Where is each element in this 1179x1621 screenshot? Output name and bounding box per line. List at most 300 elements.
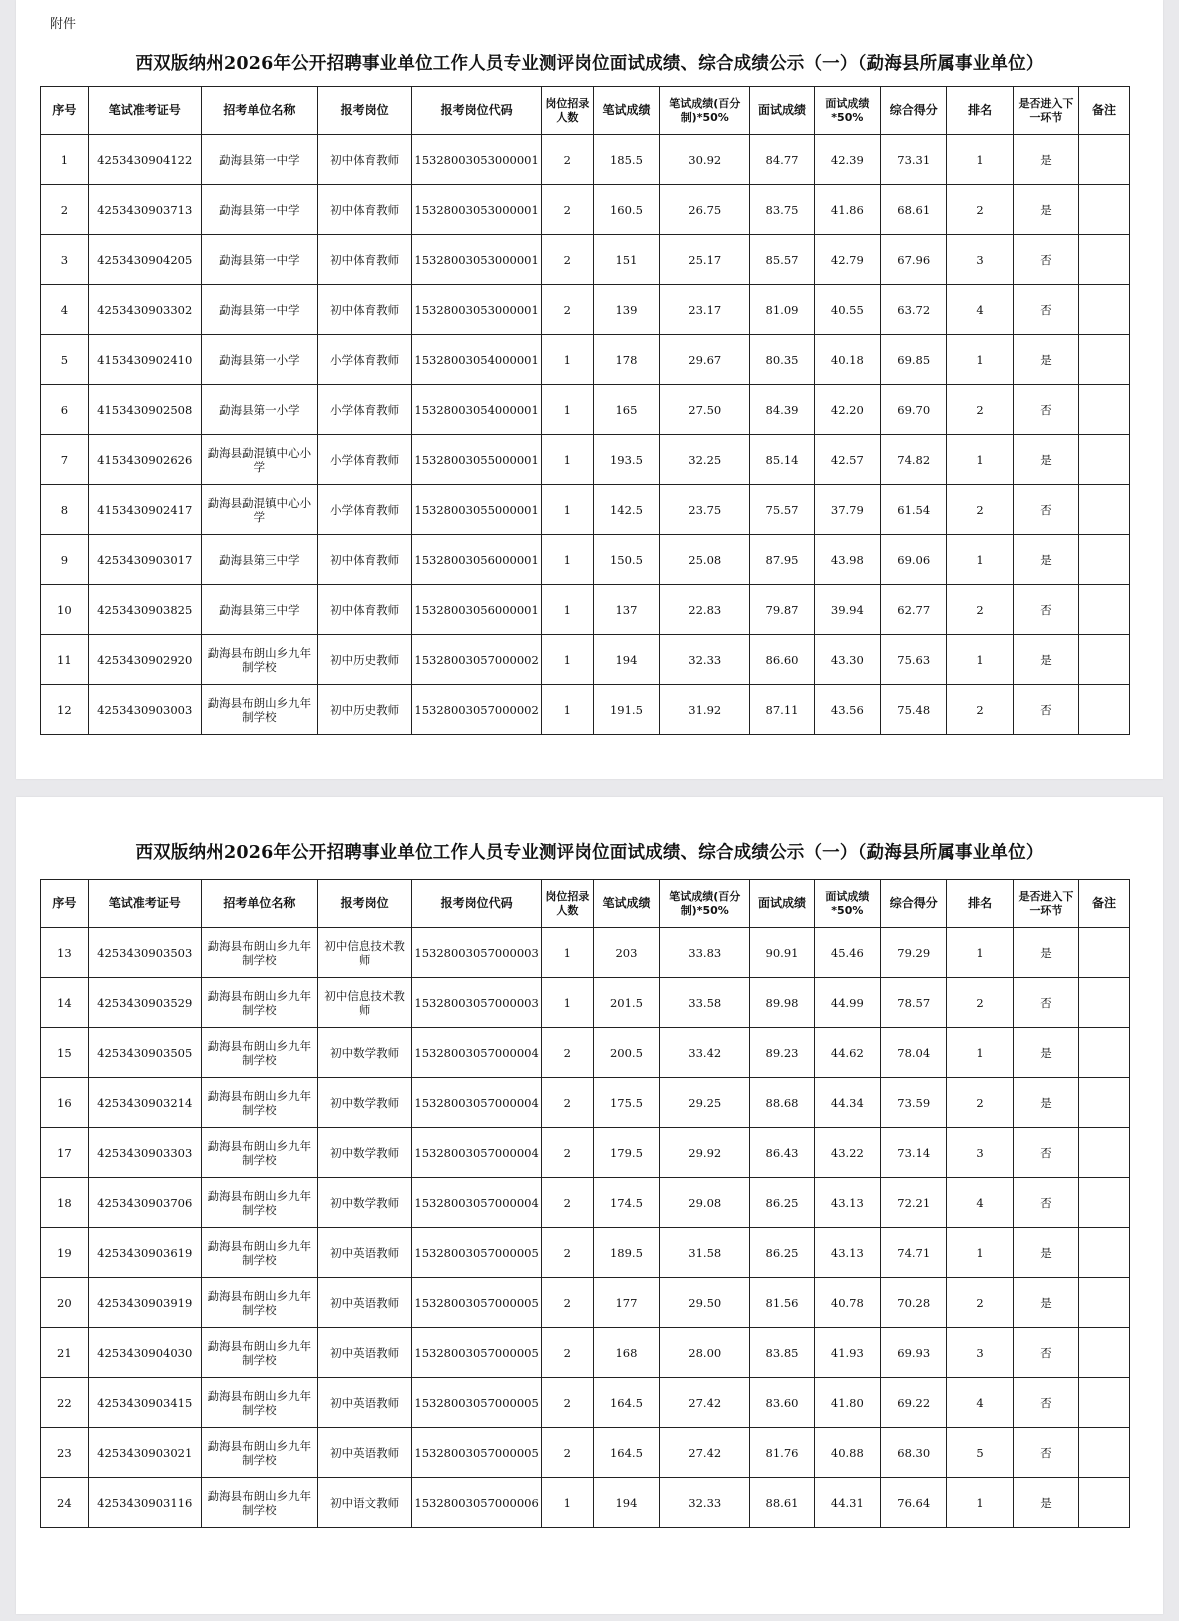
- cell-total: 76.64: [881, 1478, 947, 1528]
- cell-total: 73.14: [881, 1128, 947, 1178]
- cell-rank: 4: [947, 285, 1013, 335]
- cell-exam-no: 4253430903529: [88, 978, 201, 1028]
- column-header-seq: 序号: [41, 87, 89, 135]
- cell-exam-no: 4253430903505: [88, 1028, 201, 1078]
- cell-interview: 83.85: [750, 1328, 814, 1378]
- cell-rank: 2: [947, 1078, 1013, 1128]
- cell-remark: [1079, 1128, 1130, 1178]
- cell-quota: 2: [541, 1228, 593, 1278]
- cell-seq: 1: [41, 135, 89, 185]
- cell-interview: 86.25: [750, 1228, 814, 1278]
- cell-interview: 85.57: [750, 235, 814, 285]
- cell-quota: 2: [541, 1178, 593, 1228]
- column-header-interview: 面试成绩: [750, 880, 814, 928]
- cell-exam-no: 4253430903619: [88, 1228, 201, 1278]
- cell-quota: 1: [541, 485, 593, 535]
- cell-interview: 86.25: [750, 1178, 814, 1228]
- column-header-rank: 排名: [947, 880, 1013, 928]
- cell-exam-no: 4253430904030: [88, 1328, 201, 1378]
- cell-post-code: 15328003057000005: [412, 1278, 542, 1328]
- cell-exam-no: 4253430903003: [88, 685, 201, 735]
- document-title: 西双版纳州2026年公开招聘事业单位工作人员专业测评岗位面试成绩、综合成绩公示（一）（勐海县所属事业单位）: [135, 843, 1044, 863]
- cell-unit: 勐海县布朗山乡九年制学校: [201, 685, 317, 735]
- column-header-next: 是否进入下一环节: [1013, 87, 1078, 135]
- cell-unit: 勐海县布朗山乡九年制学校: [201, 1128, 317, 1178]
- cell-seq: 10: [41, 585, 89, 635]
- cell-post-code: 15328003053000001: [412, 135, 542, 185]
- cell-written: 189.5: [593, 1228, 659, 1278]
- cell-unit: 勐海县布朗山乡九年制学校: [201, 1178, 317, 1228]
- cell-unit: 勐海县布朗山乡九年制学校: [201, 1078, 317, 1128]
- table-row: [41, 185, 1130, 235]
- cell-rank: 2: [947, 485, 1013, 535]
- cell-rank: 2: [947, 1278, 1013, 1328]
- cell-post: 初中信息技术教师: [317, 928, 411, 978]
- cell-written: 191.5: [593, 685, 659, 735]
- cell-interview-pct: 41.86: [814, 185, 880, 235]
- cell-unit: 勐海县布朗山乡九年制学校: [201, 978, 317, 1028]
- cell-written-pct: 27.42: [660, 1428, 750, 1478]
- cell-total: 73.59: [881, 1078, 947, 1128]
- cell-written-pct: 27.42: [660, 1378, 750, 1428]
- column-header-quota: 岗位招录人数: [541, 880, 593, 928]
- cell-next: 是: [1013, 535, 1078, 585]
- cell-quota: 1: [541, 435, 593, 485]
- table-row: [41, 235, 1130, 285]
- cell-next: 是: [1013, 635, 1078, 685]
- cell-written: 175.5: [593, 1078, 659, 1128]
- cell-written: 177: [593, 1278, 659, 1328]
- results-table: [40, 879, 1130, 1528]
- cell-total: 69.70: [881, 385, 947, 435]
- cell-interview: 81.76: [750, 1428, 814, 1478]
- cell-next: 是: [1013, 135, 1078, 185]
- cell-remark: [1079, 185, 1130, 235]
- cell-total: 61.54: [881, 485, 947, 535]
- cell-exam-no: 4253430903919: [88, 1278, 201, 1328]
- cell-written: 164.5: [593, 1378, 659, 1428]
- cell-written: 179.5: [593, 1128, 659, 1178]
- table-row: [41, 285, 1130, 335]
- cell-remark: [1079, 435, 1130, 485]
- cell-interview: 89.23: [750, 1028, 814, 1078]
- cell-rank: 2: [947, 185, 1013, 235]
- cell-exam-no: 4253430903503: [88, 928, 201, 978]
- cell-total: 78.57: [881, 978, 947, 1028]
- cell-rank: 1: [947, 335, 1013, 385]
- cell-unit: 勐海县布朗山乡九年制学校: [201, 1428, 317, 1478]
- table-row: [41, 535, 1130, 585]
- column-header-remark: 备注: [1079, 880, 1130, 928]
- cell-remark: [1079, 1478, 1130, 1528]
- cell-exam-no: 4253430904205: [88, 235, 201, 285]
- table-row: [41, 978, 1130, 1028]
- cell-quota: 1: [541, 535, 593, 585]
- cell-written: 142.5: [593, 485, 659, 535]
- cell-next: 否: [1013, 1128, 1078, 1178]
- cell-total: 63.72: [881, 285, 947, 335]
- cell-remark: [1079, 1278, 1130, 1328]
- cell-quota: 2: [541, 1078, 593, 1128]
- cell-written-pct: 26.75: [660, 185, 750, 235]
- cell-unit: 勐海县第一中学: [201, 135, 317, 185]
- cell-interview: 75.57: [750, 485, 814, 535]
- cell-exam-no: 4153430902417: [88, 485, 201, 535]
- cell-seq: 6: [41, 385, 89, 435]
- cell-interview-pct: 39.94: [814, 585, 880, 635]
- cell-rank: 2: [947, 585, 1013, 635]
- cell-unit: 勐海县第三中学: [201, 585, 317, 635]
- cell-unit: 勐海县第一小学: [201, 385, 317, 435]
- cell-seq: 17: [41, 1128, 89, 1178]
- cell-next: 是: [1013, 185, 1078, 235]
- results-table: [40, 86, 1130, 735]
- cell-post: 初中英语教师: [317, 1278, 411, 1328]
- cell-interview-pct: 44.99: [814, 978, 880, 1028]
- cell-interview-pct: 40.55: [814, 285, 880, 335]
- document-page-1: [16, 0, 1163, 779]
- cell-written-pct: 29.92: [660, 1128, 750, 1178]
- cell-post-code: 15328003057000002: [412, 685, 542, 735]
- cell-total: 68.30: [881, 1428, 947, 1478]
- cell-quota: 1: [541, 978, 593, 1028]
- column-header-exam-no: 笔试准考证号: [88, 87, 201, 135]
- table-row: [41, 1278, 1130, 1328]
- cell-remark: [1079, 235, 1130, 285]
- column-header-interview-pct: 面试成绩*50%: [814, 87, 880, 135]
- cell-interview-pct: 45.46: [814, 928, 880, 978]
- cell-written: 164.5: [593, 1428, 659, 1478]
- cell-post: 初中体育教师: [317, 185, 411, 235]
- cell-remark: [1079, 535, 1130, 585]
- cell-written-pct: 33.83: [660, 928, 750, 978]
- cell-post: 初中数学教师: [317, 1078, 411, 1128]
- table-header-row: [41, 880, 1130, 928]
- cell-remark: [1079, 1178, 1130, 1228]
- cell-interview: 88.68: [750, 1078, 814, 1128]
- column-header-interview-pct: 面试成绩*50%: [814, 880, 880, 928]
- cell-interview-pct: 42.57: [814, 435, 880, 485]
- cell-seq: 12: [41, 685, 89, 735]
- table-row: [41, 1178, 1130, 1228]
- table-row: [41, 385, 1130, 435]
- cell-remark: [1079, 635, 1130, 685]
- cell-seq: 21: [41, 1328, 89, 1378]
- cell-rank: 2: [947, 978, 1013, 1028]
- cell-written-pct: 29.67: [660, 335, 750, 385]
- cell-seq: 15: [41, 1028, 89, 1078]
- table-row: [41, 685, 1130, 735]
- cell-written: 151: [593, 235, 659, 285]
- cell-written: 160.5: [593, 185, 659, 235]
- cell-next: 否: [1013, 1428, 1078, 1478]
- cell-interview: 89.98: [750, 978, 814, 1028]
- table-row: [41, 928, 1130, 978]
- cell-total: 72.21: [881, 1178, 947, 1228]
- cell-interview: 79.87: [750, 585, 814, 635]
- cell-rank: 3: [947, 1128, 1013, 1178]
- cell-next: 否: [1013, 485, 1078, 535]
- column-header-written: 笔试成绩: [593, 87, 659, 135]
- cell-quota: 2: [541, 1328, 593, 1378]
- cell-seq: 9: [41, 535, 89, 585]
- cell-unit: 勐海县布朗山乡九年制学校: [201, 1378, 317, 1428]
- cell-total: 68.61: [881, 185, 947, 235]
- cell-exam-no: 4253430903706: [88, 1178, 201, 1228]
- cell-post-code: 15328003054000001: [412, 385, 542, 435]
- cell-interview-pct: 42.39: [814, 135, 880, 185]
- cell-interview-pct: 44.31: [814, 1478, 880, 1528]
- cell-written-pct: 33.58: [660, 978, 750, 1028]
- cell-unit: 勐海县第一中学: [201, 235, 317, 285]
- cell-written-pct: 22.83: [660, 585, 750, 635]
- cell-total: 75.63: [881, 635, 947, 685]
- cell-quota: 2: [541, 1028, 593, 1078]
- cell-rank: 1: [947, 435, 1013, 485]
- cell-written-pct: 29.25: [660, 1078, 750, 1128]
- cell-post: 初中英语教师: [317, 1378, 411, 1428]
- column-header-post: 报考岗位: [317, 880, 411, 928]
- cell-next: 否: [1013, 1328, 1078, 1378]
- cell-interview: 87.95: [750, 535, 814, 585]
- table-row: [41, 1428, 1130, 1478]
- document-page-2: [16, 797, 1163, 1614]
- cell-exam-no: 4153430902626: [88, 435, 201, 485]
- cell-exam-no: 4253430903116: [88, 1478, 201, 1528]
- cell-next: 否: [1013, 385, 1078, 435]
- table-row: [41, 335, 1130, 385]
- cell-post: 初中语文教师: [317, 1478, 411, 1528]
- cell-next: 否: [1013, 1378, 1078, 1428]
- cell-total: 62.77: [881, 585, 947, 635]
- cell-interview: 90.91: [750, 928, 814, 978]
- cell-unit: 勐海县布朗山乡九年制学校: [201, 1278, 317, 1328]
- cell-unit: 勐海县勐混镇中心小学: [201, 485, 317, 535]
- cell-next: 否: [1013, 978, 1078, 1028]
- cell-written: 165: [593, 385, 659, 435]
- cell-post-code: 15328003057000004: [412, 1128, 542, 1178]
- cell-seq: 14: [41, 978, 89, 1028]
- column-header-post-code: 报考岗位代码: [412, 87, 542, 135]
- column-header-next: 是否进入下一环节: [1013, 880, 1078, 928]
- cell-post: 小学体育教师: [317, 485, 411, 535]
- cell-rank: 4: [947, 1378, 1013, 1428]
- cell-seq: 3: [41, 235, 89, 285]
- cell-written: 194: [593, 635, 659, 685]
- cell-post: 初中体育教师: [317, 135, 411, 185]
- cell-interview: 83.60: [750, 1378, 814, 1428]
- cell-unit: 勐海县布朗山乡九年制学校: [201, 635, 317, 685]
- cell-post: 初中信息技术教师: [317, 978, 411, 1028]
- column-header-quota: 岗位招录人数: [541, 87, 593, 135]
- cell-written-pct: 31.58: [660, 1228, 750, 1278]
- column-header-unit: 招考单位名称: [201, 87, 317, 135]
- cell-seq: 19: [41, 1228, 89, 1278]
- cell-rank: 1: [947, 1478, 1013, 1528]
- cell-interview-pct: 42.20: [814, 385, 880, 435]
- cell-next: 是: [1013, 1478, 1078, 1528]
- cell-next: 是: [1013, 1228, 1078, 1278]
- cell-post-code: 15328003053000001: [412, 185, 542, 235]
- cell-seq: 20: [41, 1278, 89, 1328]
- cell-written-pct: 25.17: [660, 235, 750, 285]
- cell-rank: 4: [947, 1178, 1013, 1228]
- cell-quota: 1: [541, 1478, 593, 1528]
- cell-post: 初中数学教师: [317, 1028, 411, 1078]
- cell-interview-pct: 43.30: [814, 635, 880, 685]
- cell-written: 203: [593, 928, 659, 978]
- column-header-written: 笔试成绩: [593, 880, 659, 928]
- cell-remark: [1079, 385, 1130, 435]
- cell-next: 是: [1013, 335, 1078, 385]
- cell-quota: 2: [541, 285, 593, 335]
- cell-quota: 2: [541, 1428, 593, 1478]
- column-header-unit: 招考单位名称: [201, 880, 317, 928]
- cell-written: 194: [593, 1478, 659, 1528]
- cell-written: 201.5: [593, 978, 659, 1028]
- cell-interview: 86.60: [750, 635, 814, 685]
- cell-exam-no: 4253430902920: [88, 635, 201, 685]
- cell-post-code: 15328003057000005: [412, 1228, 542, 1278]
- cell-exam-no: 4253430903302: [88, 285, 201, 335]
- cell-written-pct: 29.08: [660, 1178, 750, 1228]
- cell-total: 69.93: [881, 1328, 947, 1378]
- cell-exam-no: 4153430902508: [88, 385, 201, 435]
- cell-remark: [1079, 1228, 1130, 1278]
- cell-interview: 85.14: [750, 435, 814, 485]
- cell-unit: 勐海县布朗山乡九年制学校: [201, 1328, 317, 1378]
- cell-seq: 11: [41, 635, 89, 685]
- cell-quota: 2: [541, 1128, 593, 1178]
- cell-rank: 2: [947, 385, 1013, 435]
- cell-total: 79.29: [881, 928, 947, 978]
- cell-interview-pct: 43.56: [814, 685, 880, 735]
- cell-next: 是: [1013, 928, 1078, 978]
- cell-interview: 88.61: [750, 1478, 814, 1528]
- cell-unit: 勐海县布朗山乡九年制学校: [201, 1028, 317, 1078]
- cell-post-code: 15328003057000003: [412, 928, 542, 978]
- cell-remark: [1079, 585, 1130, 635]
- cell-rank: 2: [947, 685, 1013, 735]
- cell-unit: 勐海县第一小学: [201, 335, 317, 385]
- cell-interview: 80.35: [750, 335, 814, 385]
- cell-written-pct: 33.42: [660, 1028, 750, 1078]
- cell-rank: 1: [947, 1028, 1013, 1078]
- table-row: [41, 485, 1130, 535]
- cell-written: 137: [593, 585, 659, 635]
- cell-unit: 勐海县第一中学: [201, 285, 317, 335]
- column-header-total: 综合得分: [881, 880, 947, 928]
- cell-interview-pct: 41.80: [814, 1378, 880, 1428]
- cell-interview: 87.11: [750, 685, 814, 735]
- column-header-exam-no: 笔试准考证号: [88, 880, 201, 928]
- cell-quota: 2: [541, 135, 593, 185]
- cell-written-pct: 28.00: [660, 1328, 750, 1378]
- cell-post: 初中英语教师: [317, 1328, 411, 1378]
- cell-exam-no: 4253430903303: [88, 1128, 201, 1178]
- cell-seq: 24: [41, 1478, 89, 1528]
- column-header-seq: 序号: [41, 880, 89, 928]
- table-row: [41, 1078, 1130, 1128]
- cell-next: 是: [1013, 1278, 1078, 1328]
- cell-quota: 2: [541, 1278, 593, 1328]
- cell-post-code: 15328003053000001: [412, 285, 542, 335]
- cell-written-pct: 25.08: [660, 535, 750, 585]
- cell-total: 74.71: [881, 1228, 947, 1278]
- cell-seq: 22: [41, 1378, 89, 1428]
- cell-post: 初中数学教师: [317, 1178, 411, 1228]
- table-row: [41, 1478, 1130, 1528]
- cell-written: 174.5: [593, 1178, 659, 1228]
- cell-written-pct: 23.17: [660, 285, 750, 335]
- cell-remark: [1079, 1078, 1130, 1128]
- table-row: [41, 1028, 1130, 1078]
- attachment-label: 附件: [50, 17, 77, 32]
- column-header-remark: 备注: [1079, 87, 1130, 135]
- cell-written-pct: 31.92: [660, 685, 750, 735]
- cell-exam-no: 4253430903713: [88, 185, 201, 235]
- cell-rank: 1: [947, 135, 1013, 185]
- cell-next: 是: [1013, 1078, 1078, 1128]
- cell-written-pct: 23.75: [660, 485, 750, 535]
- cell-interview: 83.75: [750, 185, 814, 235]
- cell-post-code: 15328003056000001: [412, 535, 542, 585]
- cell-next: 否: [1013, 1178, 1078, 1228]
- cell-quota: 2: [541, 235, 593, 285]
- cell-post-code: 15328003057000004: [412, 1078, 542, 1128]
- table-row: [41, 1378, 1130, 1428]
- cell-remark: [1079, 285, 1130, 335]
- cell-interview-pct: 43.13: [814, 1228, 880, 1278]
- cell-unit: 勐海县第一中学: [201, 185, 317, 235]
- cell-interview-pct: 37.79: [814, 485, 880, 535]
- cell-total: 75.48: [881, 685, 947, 735]
- cell-seq: 5: [41, 335, 89, 385]
- cell-seq: 8: [41, 485, 89, 535]
- cell-written-pct: 27.50: [660, 385, 750, 435]
- cell-quota: 2: [541, 185, 593, 235]
- cell-written-pct: 29.50: [660, 1278, 750, 1328]
- cell-seq: 2: [41, 185, 89, 235]
- cell-post-code: 15328003055000001: [412, 435, 542, 485]
- cell-written-pct: 30.92: [660, 135, 750, 185]
- column-header-rank: 排名: [947, 87, 1013, 135]
- cell-exam-no: 4153430902410: [88, 335, 201, 385]
- cell-exam-no: 4253430904122: [88, 135, 201, 185]
- cell-rank: 1: [947, 635, 1013, 685]
- cell-remark: [1079, 335, 1130, 385]
- cell-written: 168: [593, 1328, 659, 1378]
- cell-quota: 1: [541, 585, 593, 635]
- document-title: 西双版纳州2026年公开招聘事业单位工作人员专业测评岗位面试成绩、综合成绩公示（一）（勐海县所属事业单位）: [135, 54, 1044, 74]
- table-header-row: [41, 87, 1130, 135]
- cell-rank: 3: [947, 235, 1013, 285]
- cell-remark: [1079, 135, 1130, 185]
- cell-total: 69.06: [881, 535, 947, 585]
- cell-seq: 23: [41, 1428, 89, 1478]
- cell-quota: 1: [541, 685, 593, 735]
- cell-post: 初中体育教师: [317, 285, 411, 335]
- cell-interview-pct: 43.98: [814, 535, 880, 585]
- cell-interview-pct: 40.88: [814, 1428, 880, 1478]
- cell-seq: 7: [41, 435, 89, 485]
- column-header-total: 综合得分: [881, 87, 947, 135]
- cell-remark: [1079, 485, 1130, 535]
- cell-exam-no: 4253430903017: [88, 535, 201, 585]
- column-header-written-pct: 笔试成绩(百分制)*50%: [660, 880, 750, 928]
- cell-interview-pct: 43.22: [814, 1128, 880, 1178]
- cell-interview-pct: 40.18: [814, 335, 880, 385]
